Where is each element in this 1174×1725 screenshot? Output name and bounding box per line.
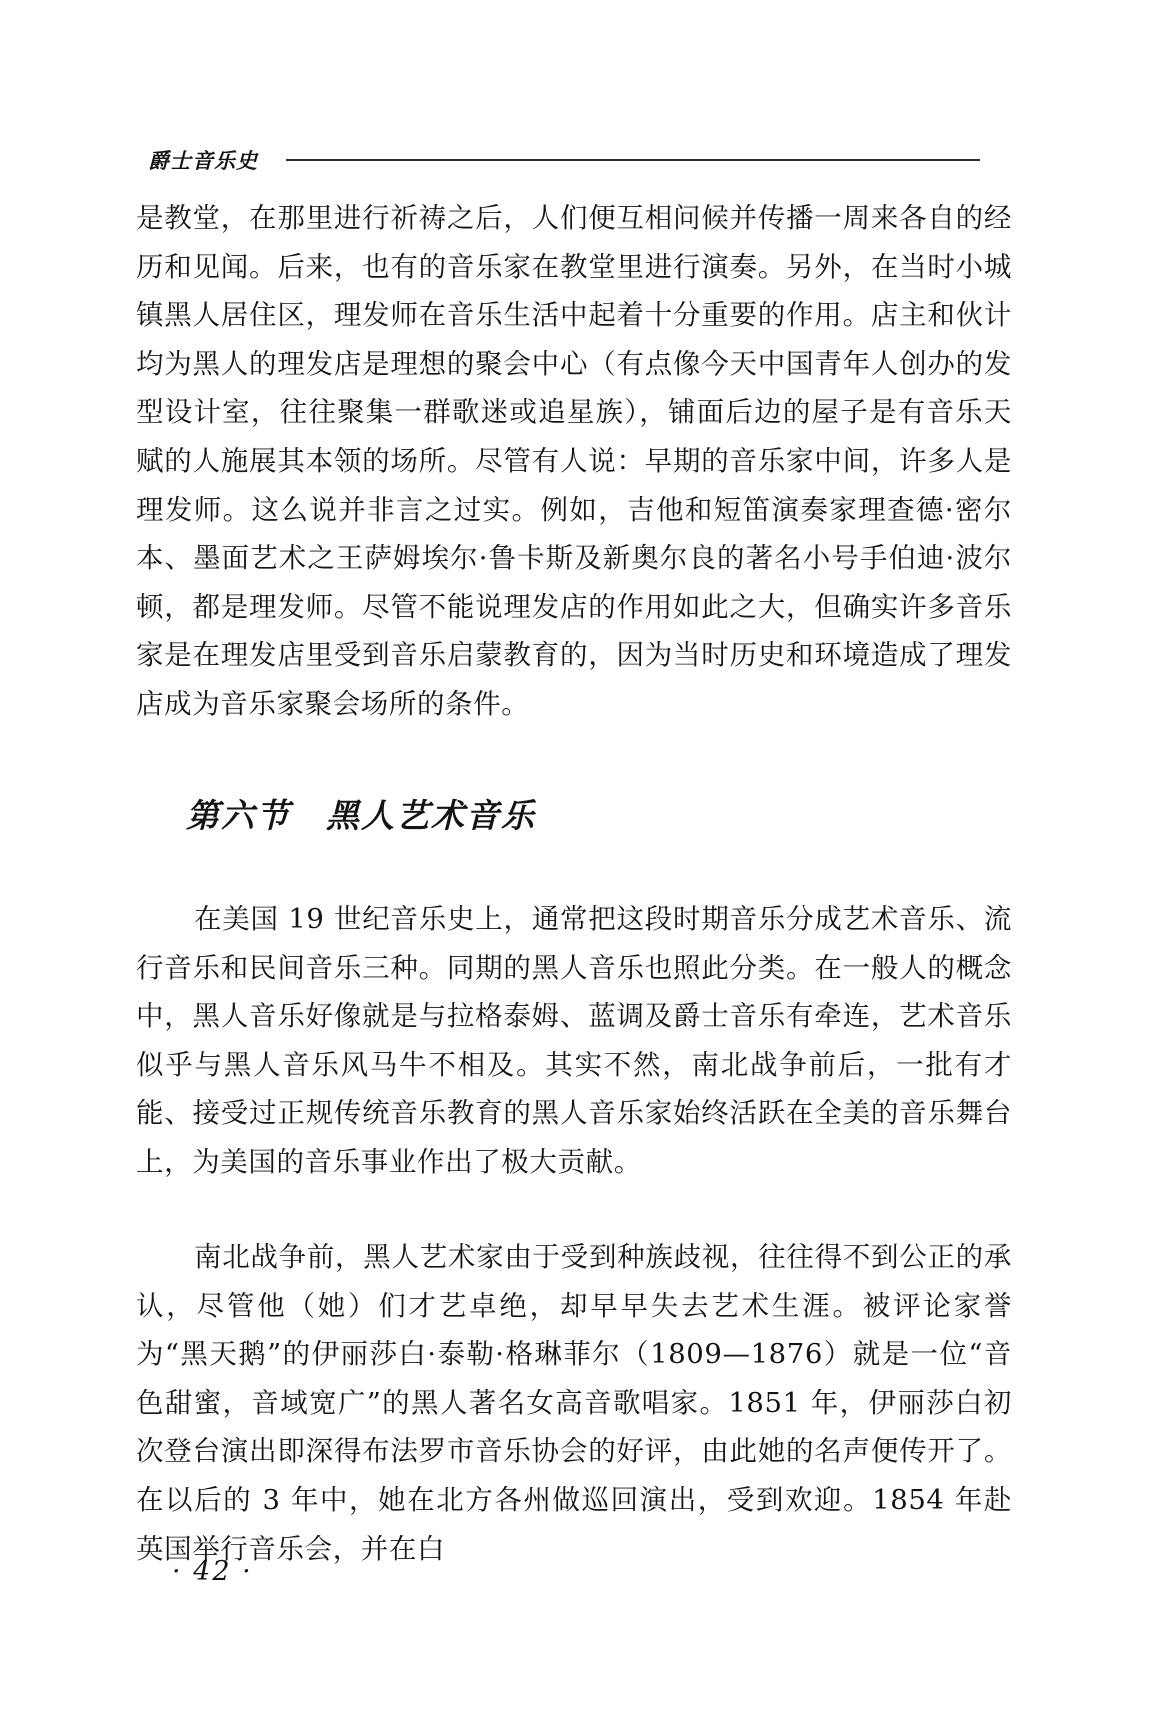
body-paragraph-3: 南北战争前，黑人艺术家由于受到种族歧视，往往得不到公正的承认，尽管他（她）们才艺卓绝，却早早失去艺术生涯。被评论家誉为“黑天鹅”的伊丽莎白·泰勒·格琳菲尔（1809—1876）就是一位“音色甜蜜，音域宽广”的黑人著名女高音歌唱家。1851 年，伊丽莎白初次登台演出即深得布法罗市音乐协会的好评，由此她的名声便传开了。在以后的 3 年中，她在北方各州做巡回演出，受到欢迎。1854 年赴英国举行音乐会，并在白 [136, 1241, 1012, 1565]
running-header [148, 142, 980, 178]
body-paragraph-1: 是教堂，在那里进行祈祷之后，人们便互相问候并传播一周来各自的经历和见闻。后来，也有的音乐家在教堂里进行演奏。另外，在当时小城镇黑人居住区，理发师在音乐生活中起着十分重要的作用。店主和伙计均为黑人的理发店是理想的聚会中心（有点像今天中国青年人创办的发型设计室，往往聚集一群歌迷或追星族），铺面后边的屋子是有音乐天赋的人施展其本领的场所。尽管有人说：早期的音乐家中间，许多人是理发师。这么说并非言之过实。例如，吉他和短笛演奏家理查德·密尔本、墨面艺术之王萨姆埃尔·鲁卡斯及新奥尔良的著名小号手伯迪·波尔顿，都是理发师。尽管不能说理发店的作用如此之大，但确实许多音乐家是在理发店里受到音乐启蒙教育的，因为当时历史和环境造成了理发店成为音乐家聚会场所的条件。 [136, 202, 1012, 720]
running-title: 爵士音乐史 [148, 149, 258, 173]
body-paragraph-2: 在美国 19 世纪音乐史上，通常把这段时期音乐分成艺术音乐、流行音乐和民间音乐三种。同期的黑人音乐也照此分类。在一般人的概念中，黑人音乐好像就是与拉格泰姆、蓝调及爵士音乐有牵连，艺术音乐似乎与黑人音乐风马牛不相及。其实不然，南北战争前后，一批有才能、接受过正规传统音乐教育的黑人音乐家始终活跃在全美的音乐舞台上，为美国的音乐事业作出了极大贡献。 [136, 903, 1012, 1178]
section-heading: 第六节 黑人艺术音乐 [186, 796, 536, 835]
page-number: · 42 · [172, 1556, 253, 1587]
header-rule [286, 159, 980, 161]
